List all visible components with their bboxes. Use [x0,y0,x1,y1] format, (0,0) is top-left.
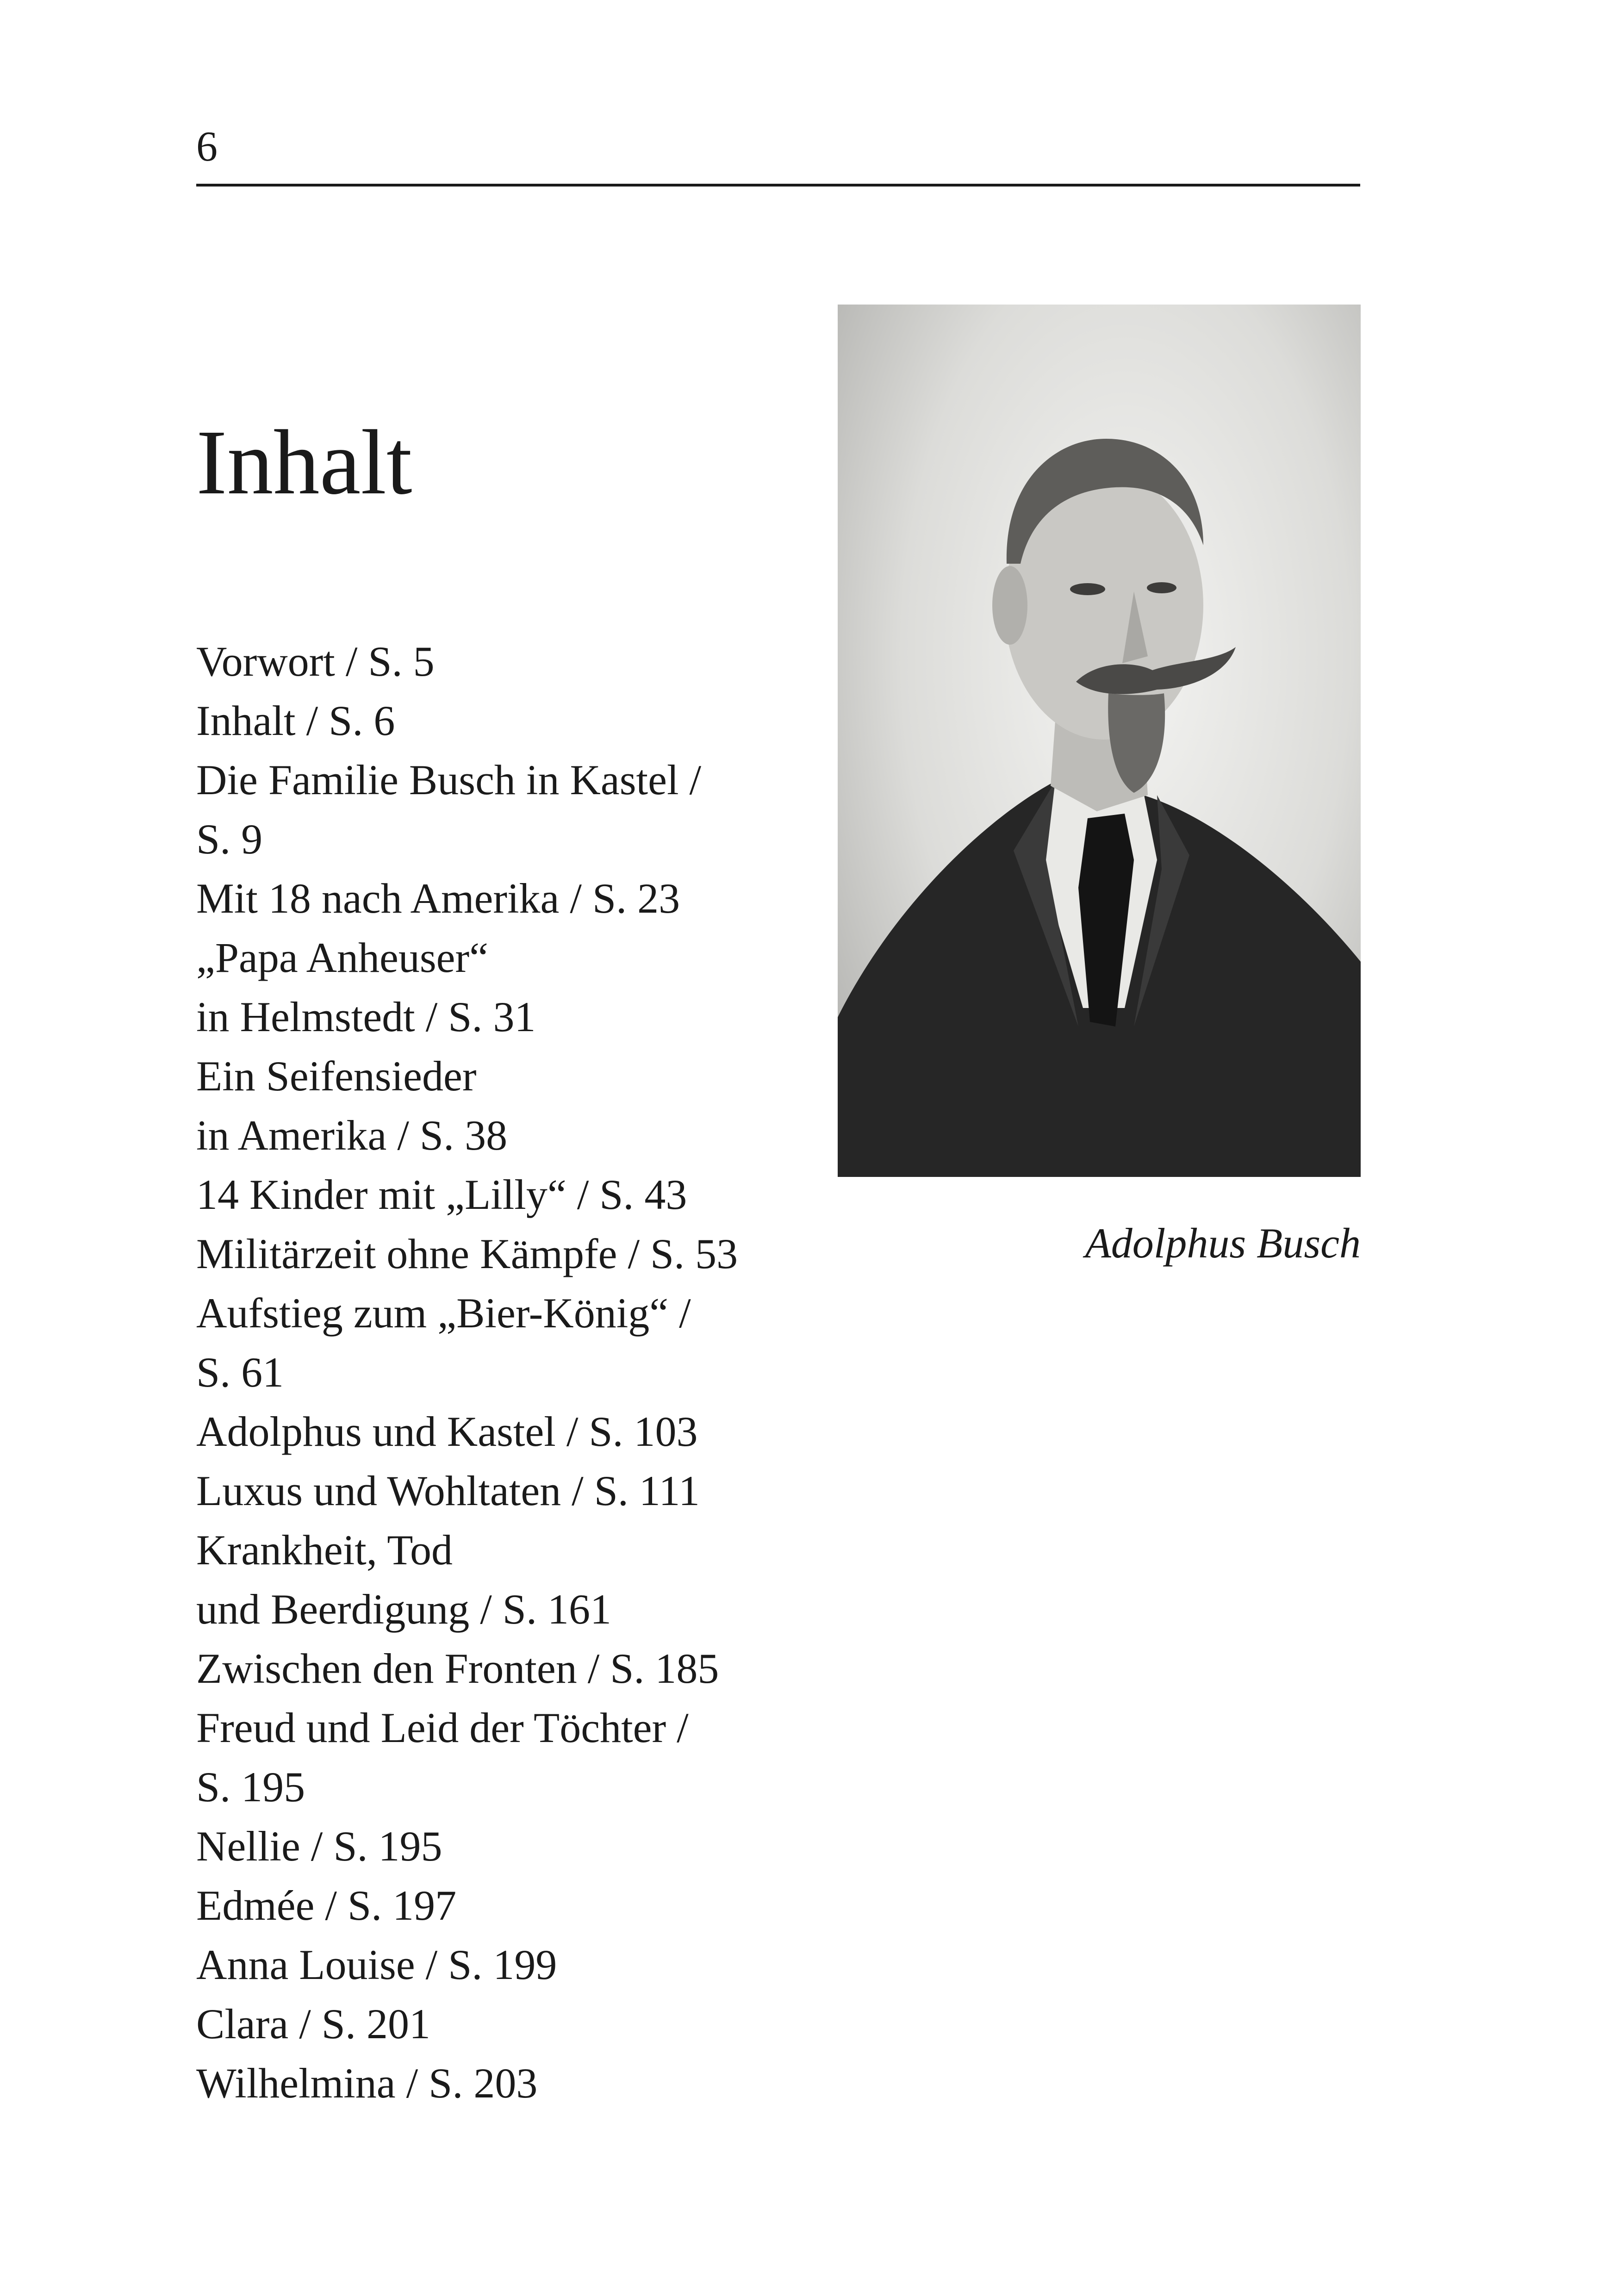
toc-line: und Beerdigung / S. 161 [196,1586,611,1633]
portrait-photo [838,305,1361,1177]
toc-line: Anna Louise / S. 199 [196,1941,557,1988]
photo-caption: Adolphus Busch [1085,1220,1361,1267]
toc-line: „Papa Anheuser“ [196,934,488,981]
toc-line: S. 195 [196,1763,305,1811]
toc-line: Wilhelmina / S. 203 [196,2060,538,2107]
toc-line: S. 61 [196,1349,284,1396]
toc-line: Vorwort / S. 5 [196,638,435,685]
toc-line: Krankheit, Tod [196,1526,453,1574]
toc-line: S. 9 [196,815,263,863]
page-number: 6 [196,123,218,170]
toc-line: Inhalt / S. 6 [196,697,395,744]
toc-line: Ein Seifensieder [196,1052,477,1100]
toc-line: Mit 18 nach Amerika / S. 23 [196,875,680,922]
toc-line: Freud und Leid der Töchter / [196,1704,689,1751]
toc-line: in Helmstedt / S. 31 [196,993,536,1040]
toc-line: Zwischen den Fronten / S. 185 [196,1645,719,1692]
toc-line: in Amerika / S. 38 [196,1112,508,1159]
toc-line: Edmée / S. 197 [196,1882,457,1929]
header-rule [196,184,1360,187]
toc-line: 14 Kinder mit „Lilly“ / S. 43 [196,1171,687,1218]
portrait-illustration [838,305,1361,1177]
toc-line: Luxus und Wohltaten / S. 111 [196,1467,700,1514]
table-of-contents [196,632,844,2113]
toc-line: Nellie / S. 195 [196,1823,442,1870]
toc-line: Militärzeit ohne Kämpfe / S. 53 [196,1230,738,1277]
toc-line: Adolphus und Kastel / S. 103 [196,1408,698,1455]
toc-line: Clara / S. 201 [196,2000,430,2047]
toc-line: Aufstieg zum „Bier-König“ / [196,1289,691,1337]
toc-line: Die Familie Busch in Kastel / [196,756,702,803]
page-title: Inhalt [196,411,412,514]
